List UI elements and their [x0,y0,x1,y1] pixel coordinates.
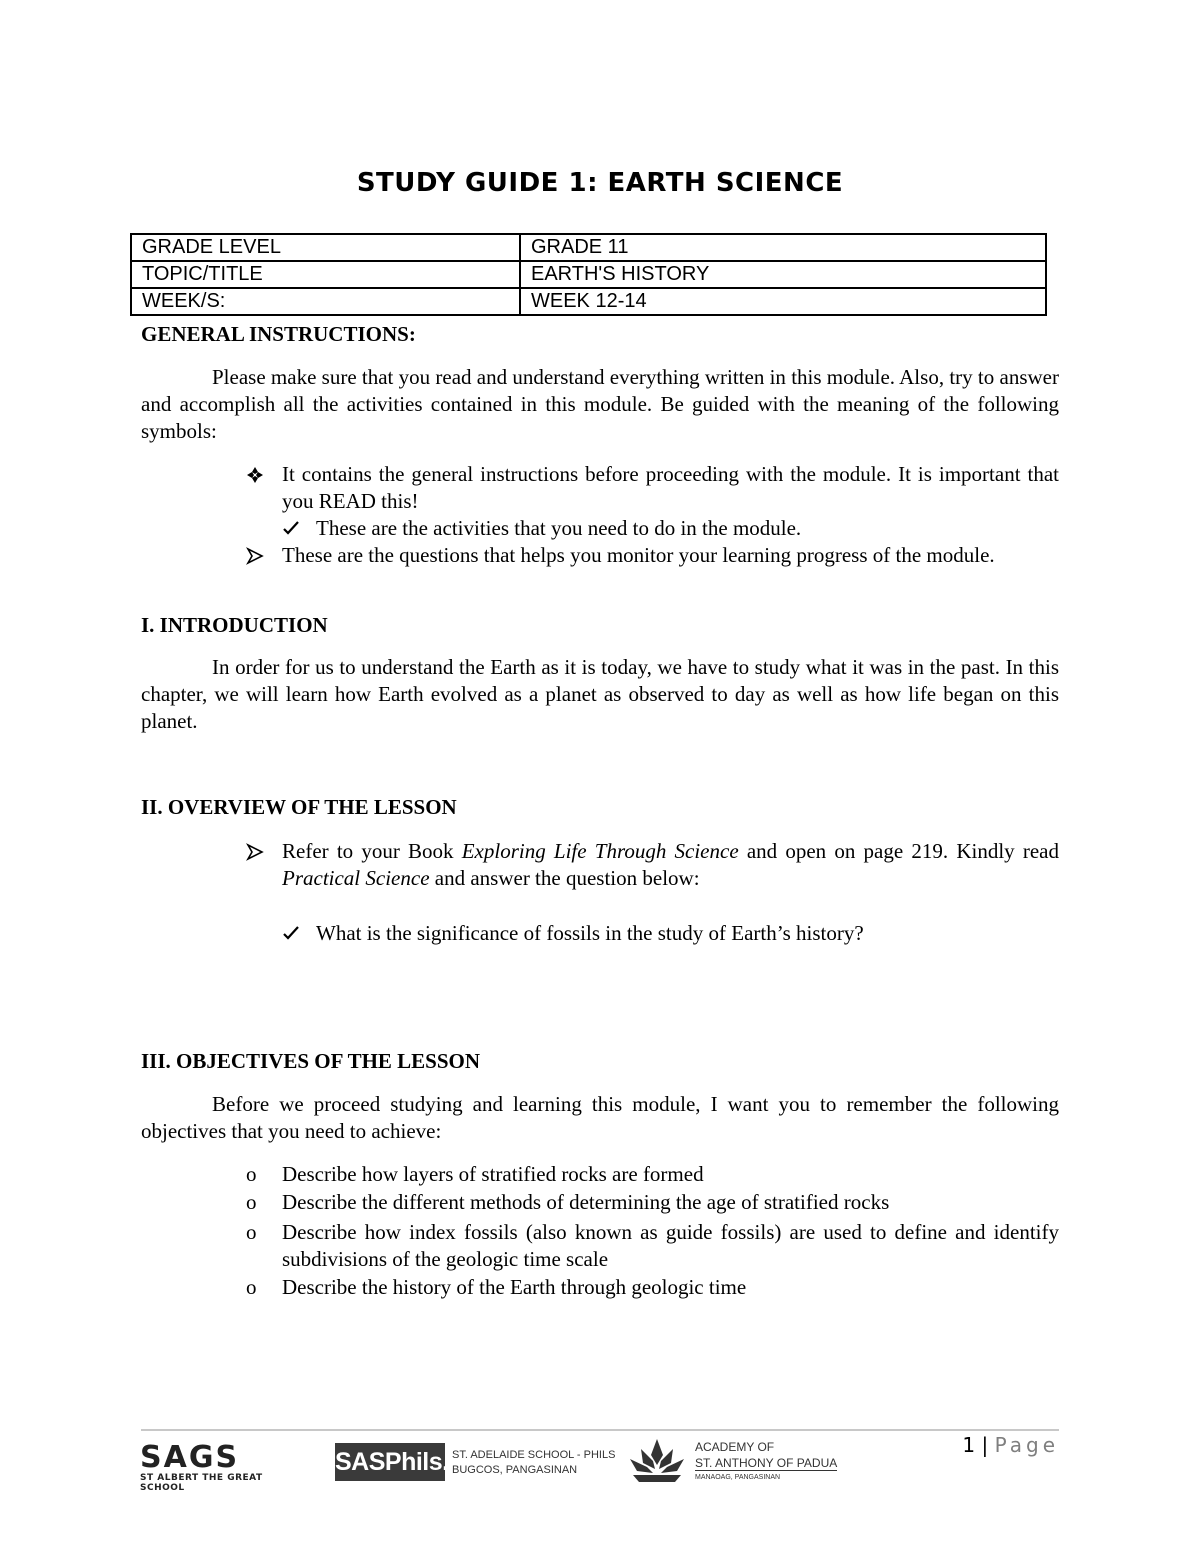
objective-text: Describe the different methods of determining the age of stratified rocks [282,1190,890,1214]
paragraph-text: Before we proceed studying and learning this module, I want you to remember the following objectives that you need to achieve: [141,1092,1059,1143]
circle-bullet-icon: o [246,1220,257,1244]
page-label: Page [994,1433,1059,1457]
general-instructions-paragraph [141,364,1059,445]
book-title: Exploring Life Through Science [461,839,739,863]
table-value-cell: WEEK 12-14 [520,288,1046,315]
introduction-paragraph [141,654,1059,735]
table-label-cell: TOPIC/TITLE [131,261,520,288]
symbol-text: It contains the general instructions before proceeding with the module. It is important that you READ this! [282,462,1059,513]
table-label-cell: GRADE LEVEL [131,234,520,261]
table-value-cell: EARTH'S HISTORY [520,261,1046,288]
overview-text [282,838,1059,892]
objective-text: Describe how index fossils (also known as guide fossils) are used to define and identify subdivisions of the geologic time scale [282,1220,1059,1271]
checkmark-icon [282,920,312,949]
arrowhead-bullet-icon [246,838,276,868]
table-row [131,261,1046,288]
table-row [131,234,1046,261]
sags-logo-wordmark: SAGS [140,1440,240,1475]
overview-text-suffix: and answer the question below: [429,866,700,890]
objectives-paragraph [141,1091,1059,1145]
sasphils-line1: ST. ADELAIDE SCHOOL - PHILS [452,1449,616,1461]
question-text: What is the significance of fossils in the study of Earth’s history? [316,921,864,945]
page-separator: | [981,1433,989,1457]
academy-line3: MANAOAG, PANGASINAN [695,1474,781,1481]
page-number [962,1433,1059,1457]
circle-bullet-icon: o [246,1275,257,1299]
academy-lotus-emblem [627,1435,687,1485]
paragraph-text: In order for us to understand the Earth as it is today, we have to study what it was in the past. In this chapter, we will learn how Earth evolved as a planet as observed to day as well as how life began on this planet. [141,655,1059,733]
table-row [131,288,1046,315]
objective-text: Describe the history of the Earth through geologic time [282,1275,747,1299]
sags-logo [140,1440,310,1493]
academy-line1: ACADEMY OF [695,1440,775,1454]
info-table [130,233,1047,316]
sasphils-logo: SASPhils. [335,1443,445,1481]
general-instructions-heading: GENERAL INSTRUCTIONS: [141,322,416,346]
section-title: Practical Science [282,866,430,890]
arrowhead-bullet-icon [246,542,276,572]
overview-text-prefix: Refer to your Book [282,839,462,863]
page-number-value: 1 [962,1433,976,1457]
diamond-bullet-icon [246,461,276,491]
footer-divider [141,1429,1059,1431]
sasphils-logo-text [452,1448,627,1478]
introduction-heading: I. INTRODUCTION [141,613,328,637]
objectives-heading: III. OBJECTIVES OF THE LESSON [141,1049,481,1073]
academy-line2: ST. ANTHONY OF PADUA [695,1456,838,1470]
symbol-text: These are the questions that helps you monitor your learning progress of the module. [282,543,995,567]
table-label-cell: WEEK/S: [131,288,520,315]
table-value-cell: GRADE 11 [520,234,1046,261]
circle-bullet-icon: o [246,1190,257,1214]
sasphils-line2: BUGCOS, PANGASINAN [452,1464,578,1476]
circle-bullet-icon: o [246,1162,257,1186]
objective-text: Describe how layers of stratified rocks are formed [282,1162,704,1186]
symbol-text: These are the activities that you need to do in the module. [316,516,802,540]
document-title: STUDY GUIDE 1: EARTH SCIENCE [356,168,844,198]
overview-heading: II. OVERVIEW OF THE LESSON [141,795,457,819]
checkmark-icon [282,515,312,544]
sags-logo-subtitle: ST ALBERT THE GREAT SCHOOL [140,1473,263,1493]
academy-logo-text [695,1441,865,1483]
overview-text-middle: and open on page 219. Kindly read [738,839,1059,863]
paragraph-text: Please make sure that you read and understand everything written in this module. Also, try to answer and accomplish all the activities contained in this module. Be guided with the meaning of the following symbols: [141,365,1059,443]
